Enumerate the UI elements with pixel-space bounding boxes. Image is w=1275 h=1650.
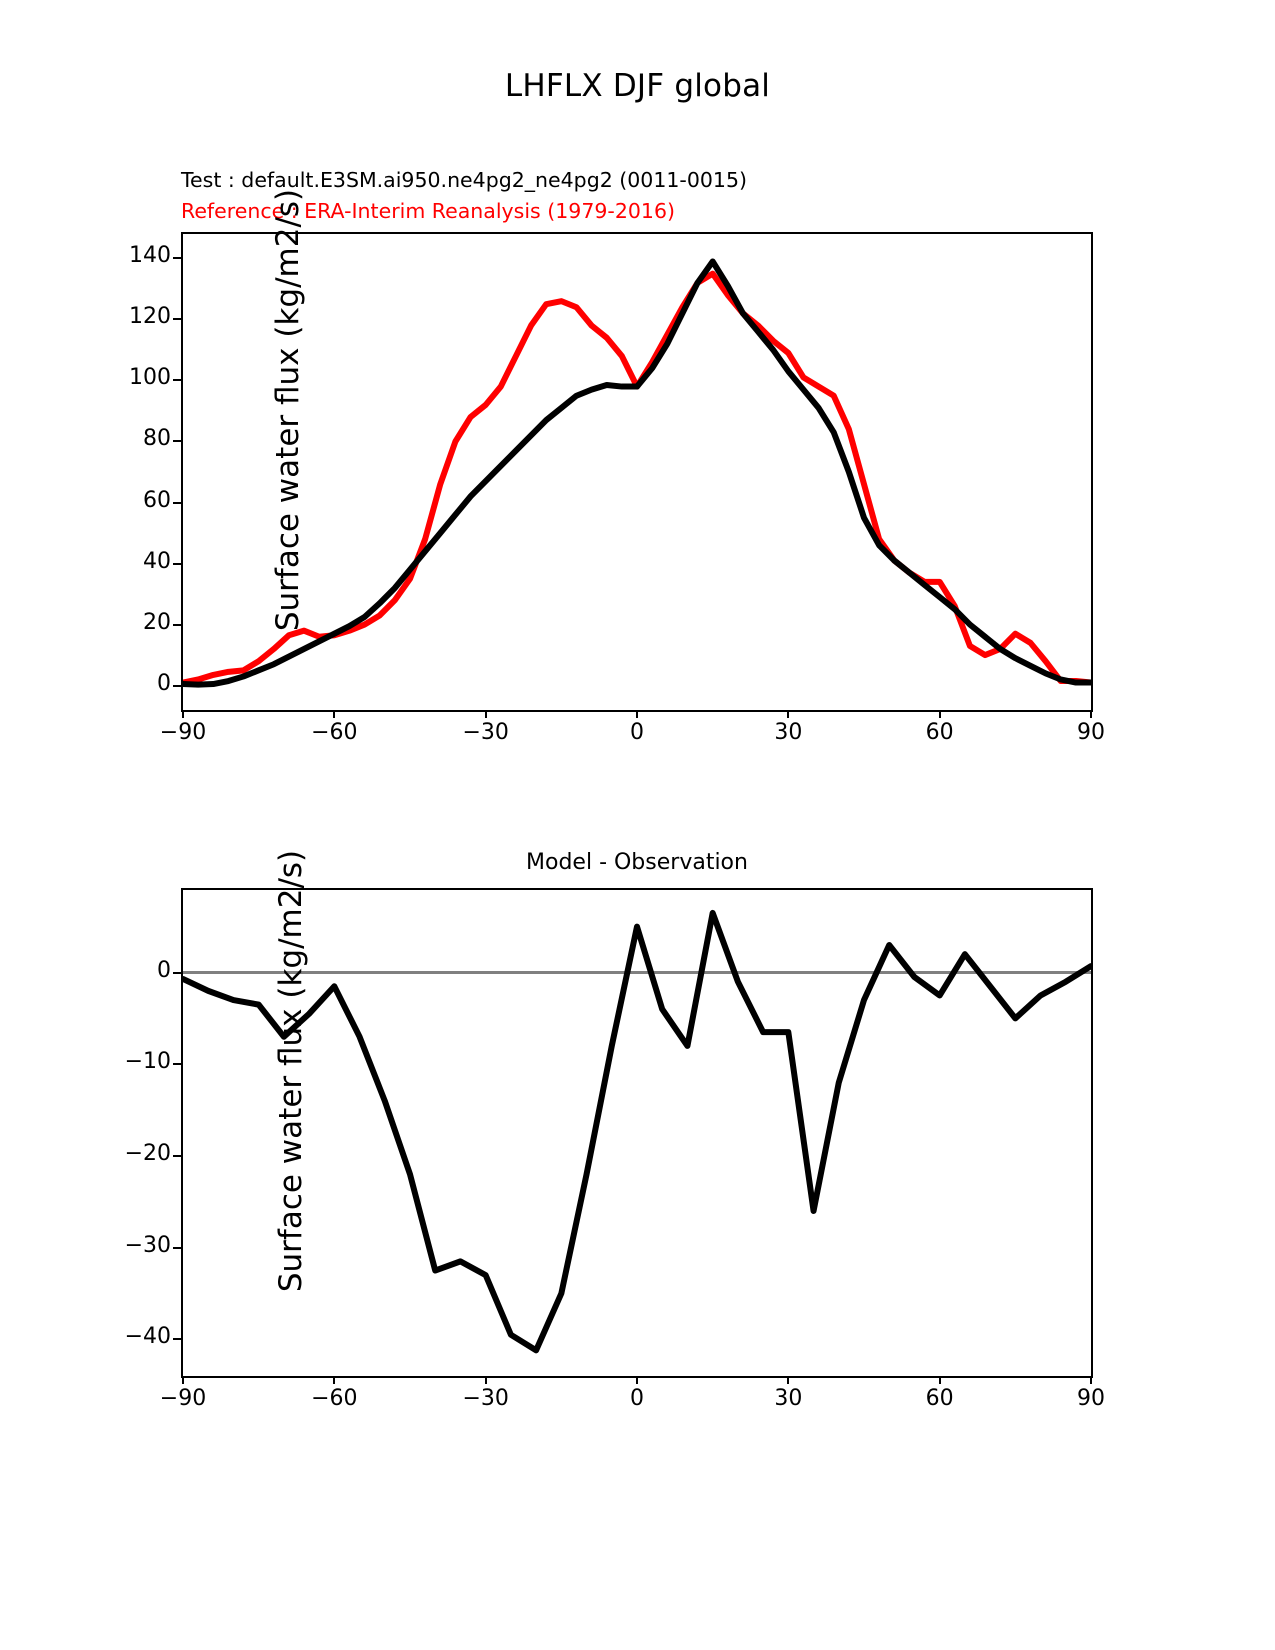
y-tick-mark [173,624,181,626]
y-tick-label: −40 [124,1324,171,1350]
y-tick-label: 0 [157,957,171,983]
x-tick-label: −30 [462,1386,509,1411]
x-tick-mark [787,1376,789,1384]
x-tick-label: −90 [159,1386,207,1411]
x-tick-mark [939,710,941,718]
y-tick-mark [173,685,181,687]
x-tick-label: −90 [159,720,207,745]
legend-reference-label: Reference : ERA-Interim Reanalysis (1979-2016) [181,199,675,223]
x-tick-mark [485,1376,487,1384]
y-tick-mark [173,379,181,381]
x-tick-label: −60 [311,720,358,745]
legend-test-label: Test : default.E3SM.ai950.ne4pg2_ne4pg2 (0011-0015) [181,168,748,192]
x-tick-mark [939,1376,941,1384]
x-tick-label: 60 [925,720,954,745]
x-tick-mark [1090,1376,1092,1384]
x-tick-label: 90 [1077,1386,1105,1411]
y-tick-mark [173,257,181,259]
x-tick-mark [787,710,789,718]
y-tick-mark [173,440,181,442]
y-tick-label: 80 [143,426,171,452]
y-tick-mark [173,563,181,565]
y-tick-label: 0 [157,670,171,696]
series-canvas-bottom [183,890,1091,1376]
x-tick-label: −30 [462,720,509,745]
y-tick-label: 40 [143,548,171,574]
y-tick-mark [173,318,181,320]
page-title: LHFLX DJF global [504,68,771,104]
difference-series-line [183,913,1091,1350]
y-axis-label-top: Surface water flux (kg/m2/s) [270,188,306,632]
y-tick-label: 120 [129,304,171,330]
y-tick-mark [173,1155,181,1157]
x-tick-mark [485,710,487,718]
y-tick-label: 100 [129,365,171,391]
y-tick-label: −30 [124,1232,171,1258]
y-tick-mark [173,1338,181,1340]
y-tick-label: 20 [143,609,171,635]
x-tick-label: 0 [630,1386,644,1411]
plot-area-top [181,232,1093,712]
x-tick-mark [333,1376,335,1384]
x-tick-label: 60 [925,1386,954,1411]
chart-panel-bottom [124,849,1105,1411]
x-tick-mark [1090,710,1092,718]
y-axis-label-bottom: Surface water flux (kg/m2/s) [273,849,309,1293]
x-tick-mark [636,710,638,718]
x-tick-label: 0 [630,720,644,745]
x-tick-label: 30 [774,720,803,745]
x-tick-mark [333,710,335,718]
test-series-line [183,261,1091,684]
y-tick-mark [173,972,181,974]
x-tick-mark [636,1376,638,1384]
y-tick-label: 140 [129,243,171,269]
series-canvas-top [183,234,1091,710]
y-tick-mark [173,502,181,504]
plot-area-bottom [181,888,1093,1378]
y-tick-label: 60 [143,487,171,513]
reference-series-line [183,274,1091,683]
y-tick-mark [173,1063,181,1065]
y-tick-label: −10 [124,1049,171,1075]
x-tick-label: −60 [311,1386,358,1411]
x-tick-label: 90 [1077,720,1105,745]
y-tick-label: −20 [124,1140,171,1166]
x-tick-label: 30 [774,1386,803,1411]
y-tick-mark [173,1247,181,1249]
diff-chart-title: Model - Observation [526,850,748,875]
x-tick-mark [182,710,184,718]
x-tick-mark [182,1376,184,1384]
